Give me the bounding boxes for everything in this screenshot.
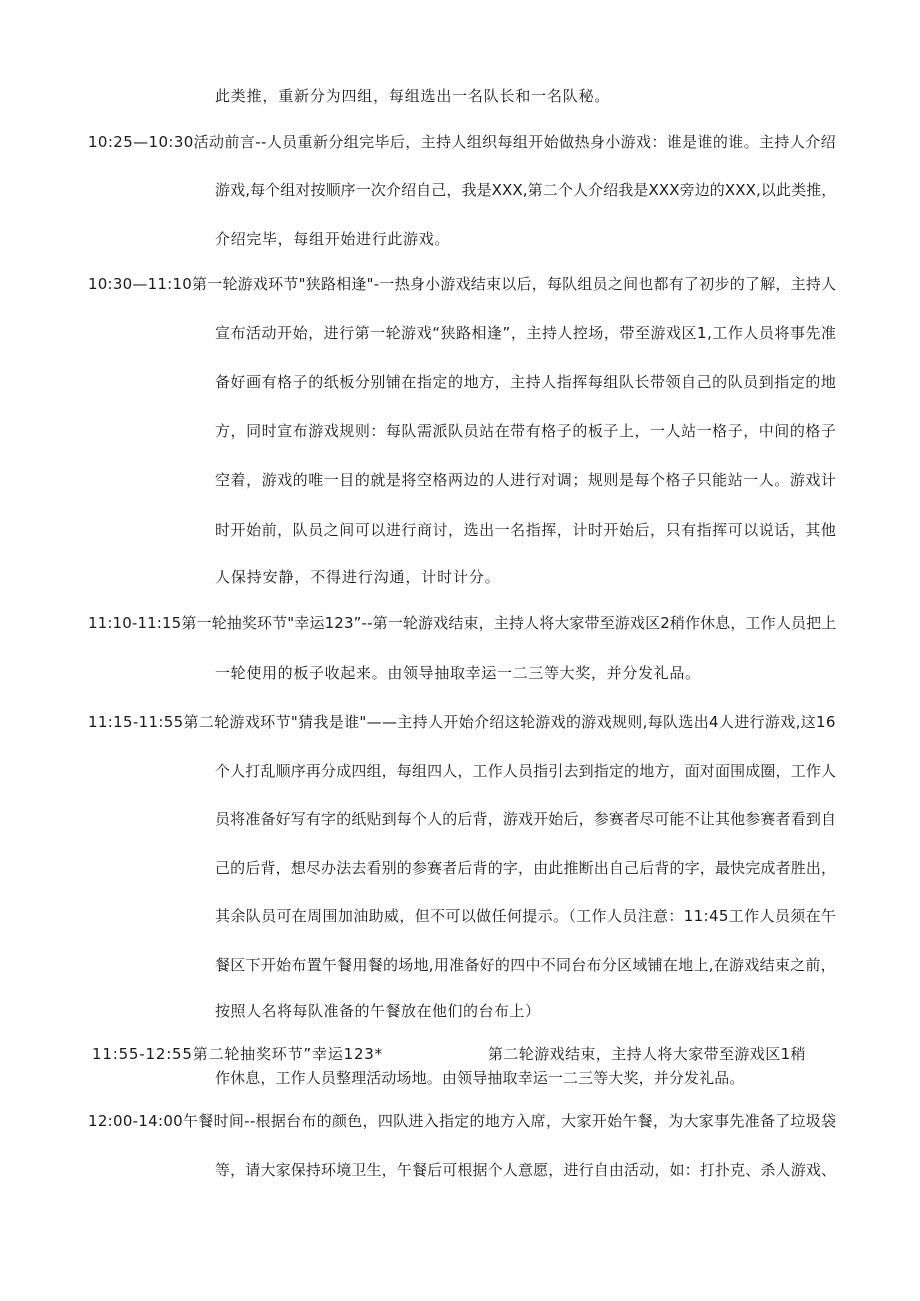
text-line: 员将准备好写有字的纸贴到每个人的后背，游戏开始后，参赛者尽可能不让其他参赛者看到自	[215, 810, 837, 828]
text-line: 按照人名将每队准备的午餐放在他们的台布上）	[215, 1002, 541, 1020]
text-line: 11:15-11:55第二轮游戏环节"猜我是谁"——主持人开始介绍这轮游戏的游戏规则,每队选出4人进行游戏,这16	[88, 713, 836, 731]
text-line: 备好画有格子的纸板分别铺在指定的地方，主持人指挥每组队长带领自己的队员到指定的地	[215, 373, 837, 391]
text-line: 人保持安静，不得进行沟通，计时计分。	[215, 568, 501, 586]
text-line: 己的后背，想尽办法去看别的参赛者后背的字，由此推断出自己后背的字，最快完成者胜出，	[215, 859, 837, 877]
text-line: 时开始前，队员之间可以进行商讨，选出一名指挥，计时开始后，只有指挥可以说话，其他	[215, 521, 837, 539]
text-line: 宣布活动开始，进行第一轮游戏“狭路相逢”，主持人控场，带至游戏区1,工作人员将事先准	[215, 324, 837, 342]
text-line: 游戏,每个组对按顺序一次介绍自己，我是XXX,第二个人介绍我是XXX旁边的XXX,以此类推，	[215, 181, 837, 199]
text-line: 个人打乱顺序再分成四组，每组四人，工作人员指引去到指定的地方，面对面围成圈，工作人	[215, 762, 837, 780]
text-line: 11:55-12:55第二轮抽奖环节”幸运123*	[92, 1045, 383, 1063]
text-line: 第二轮游戏结束，主持人将大家带至游戏区1稍	[488, 1045, 806, 1063]
text-line: 10:25—10:30活动前言--人员重新分组完毕后，主持人组织每组开始做热身小游戏：谁是谁的谁。主持人介绍	[88, 133, 836, 151]
text-line: 方，同时宣布游戏规则：每队需派队员站在带有格子的板子上，一人站一格子，中间的格子	[215, 422, 837, 440]
text-line: 作休息，工作人员整理活动场地。由领导抽取幸运一二三等大奖，并分发礼品。	[215, 1069, 745, 1087]
text-line: 其余队员可在周围加油助威，但不可以做任何提示。（工作人员注意：11:45工作人员须在午	[215, 907, 837, 925]
text-line: 一轮使用的板子收起来。由领导抽取幸运一二三等大奖，并分发礼品。	[215, 664, 701, 682]
text-line: 10:30—11:10第一轮游戏环节"狭路相逢"-一热身小游戏结束以后，每队组员之间也都有了初步的了解，主持人	[88, 275, 837, 293]
text-line: 等，请大家保持环境卫生，午餐后可根据个人意愿，进行自由活动，如：打扑克、杀人游戏、	[215, 1161, 837, 1179]
text-line: 空着，游戏的唯一目的就是将空格两边的人进行对调；规则是每个格子只能站一人。游戏计	[215, 471, 837, 489]
text-line: 11:10-11:15第一轮抽奖环节"幸运123”--第一轮游戏结束，主持人将大家带至游戏区2稍作休息，工作人员把上	[88, 614, 837, 632]
text-line: 12:00-14:00午餐时间--根据台布的颜色，四队进入指定的地方入席，大家开始午餐，为大家事先准备了垃圾袋	[88, 1112, 837, 1130]
text-line: 餐区下开始布置午餐用餐的场地,用准备好的四中不同台布分区域铺在地上,在游戏结束之前，	[215, 956, 836, 974]
text-line: 此类推，重新分为四组，每组选出一名队长和一名队秘。	[215, 87, 611, 105]
text-line: 介绍完毕，每组开始进行此游戏。	[215, 230, 451, 248]
